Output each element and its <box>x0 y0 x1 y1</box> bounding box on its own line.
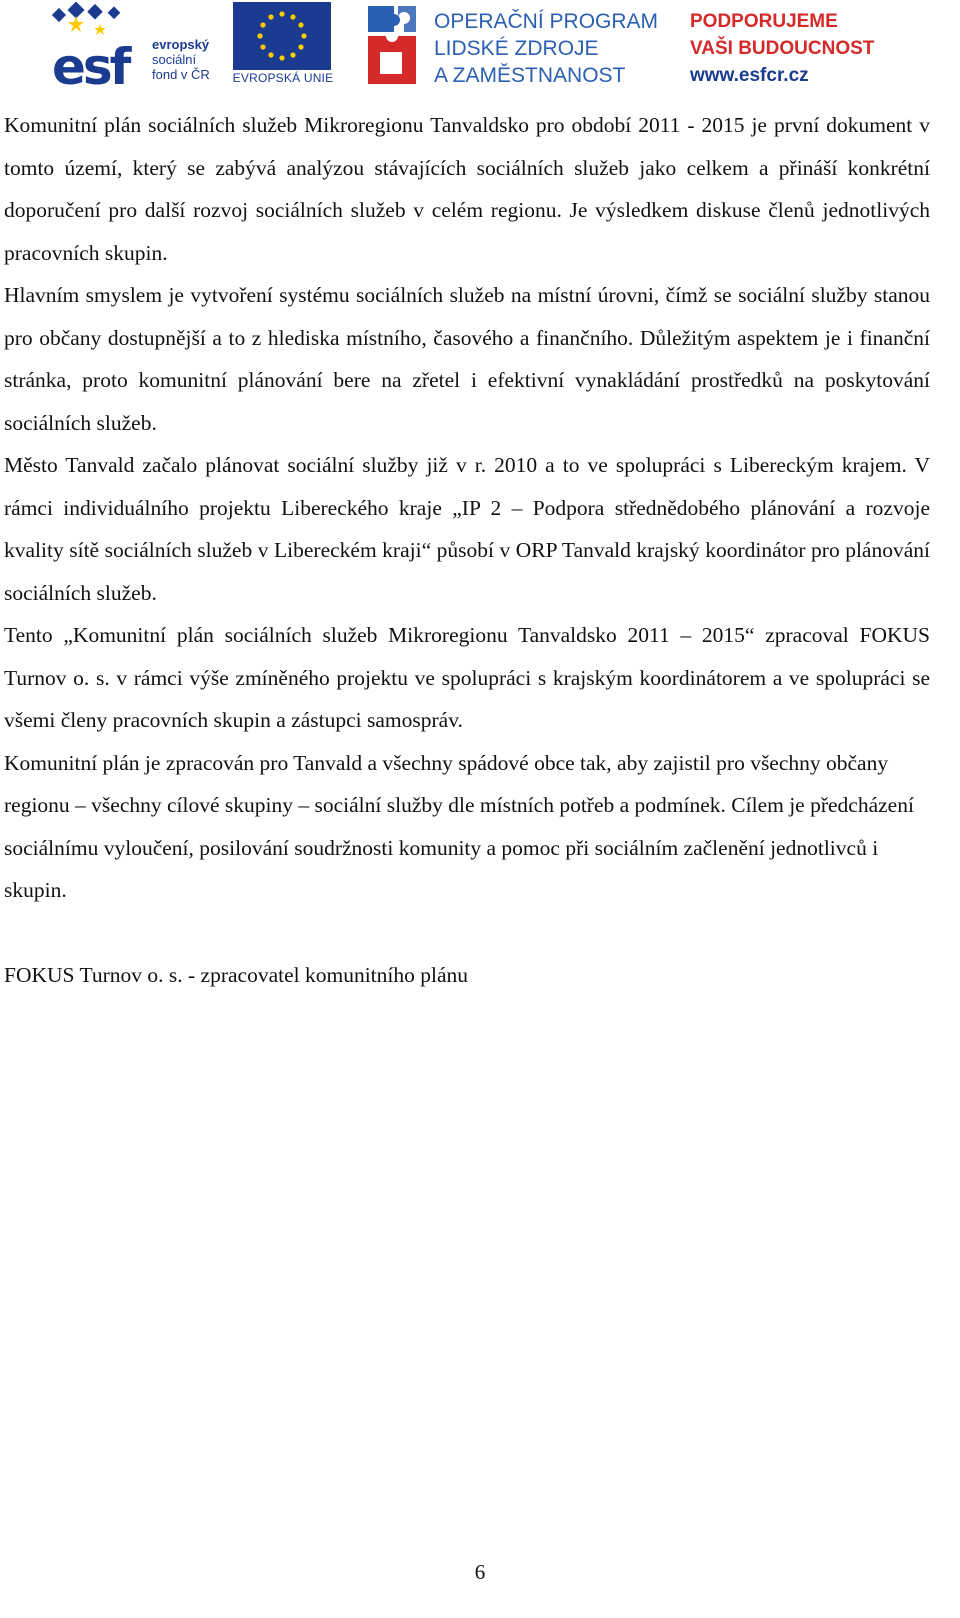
eu-label: EVROPSKÁ UNIE <box>232 71 334 85</box>
program-line-3: A ZAMĚSTNANOST <box>434 64 626 87</box>
svg-text:esf: esf <box>52 38 129 86</box>
eu-flag-icon <box>233 2 331 70</box>
paragraph-2: Hlavním smyslem je vytvoření systému sociálních služeb na místní úrovni, čímž se sociální služby stanou pro občany dostupnější a to z hlediska místního, časového a finančního. Důležitým aspektem je i finanční stránka, proto komunitní plánování bere na zřetel i efektivní vynakládání prostředků na poskytování sociálních služeb. <box>4 283 930 435</box>
paragraph-3: Město Tanvald začalo plánovat sociální služby již v r. 2010 a to ve spolupráci s Libereckým krajem. V rámci individuálního projektu Libereckého kraje „IP 2 – Podpora střednědobého plánování a rozvoje kvality sítě sociálních služeb v Libereckém kraji“ působí v ORP Tanvald krajský koordinátor pro plánování sociálních služeb. <box>4 453 930 605</box>
paragraph-1: Komunitní plán sociálních služeb Mikroregionu Tanvaldsko pro období 2011 - 2015 je první dokument v tomto území, který se zabývá analýzou stávajících sociálních služeb jako celkem a přináší konkrétní doporučení pro další rozvoj sociálních služeb v celém regionu. Je výsledkem diskuse členů jednotlivých pracovních skupin. <box>4 113 930 265</box>
program-name <box>434 8 674 89</box>
esf-line-3: fond v ČR <box>152 67 210 82</box>
slogan <box>690 8 890 89</box>
signature: FOKUS Turnov o. s. - zpracovatel komunitního plánu <box>4 963 469 987</box>
slogan-line-2: VAŠI BUDOUCNOST <box>690 38 875 59</box>
esf-wordmark <box>152 38 222 82</box>
slogan-line-1: PODPORUJEME <box>690 11 838 32</box>
paragraph-4: Tento „Komunitní plán sociálních služeb Mikroregionu Tanvaldsko 2011 – 2015“ zpracoval FOKUS Turnov o. s. v rámci výše zmíněného projektu ve spolupráci s krajským koordinátorem a ve spolupráci se všemi členy pracovních skupin a zástupci samospráv. <box>4 623 930 732</box>
program-line-2: LIDSKÉ ZDROJE <box>434 37 599 60</box>
program-line-1: OPERAČNÍ PROGRAM <box>434 10 659 33</box>
document-body <box>4 104 930 997</box>
slogan-url[interactable]: www.esfcr.cz <box>690 65 809 86</box>
esf-line-1: evropský <box>152 37 210 52</box>
page-number: 6 <box>474 1560 486 1584</box>
esf-line-2: sociální <box>152 52 197 67</box>
esf-logo-icon <box>52 2 148 86</box>
paragraph-5: Komunitní plán je zpracován pro Tanvald a všechny spádové obce tak, aby zajistil pro všechny občany regionu – všechny cílové skupiny – sociální služby dle místních potřeb a podmínek. Cílem je předcházení sociálnímu vyloučení, posilování soudržnosti komunity a pomoc při sociálním začlenění jednotlivců i skupin. <box>4 750 914 902</box>
logo-bar <box>0 0 960 92</box>
program-puzzle-icon <box>364 2 420 86</box>
